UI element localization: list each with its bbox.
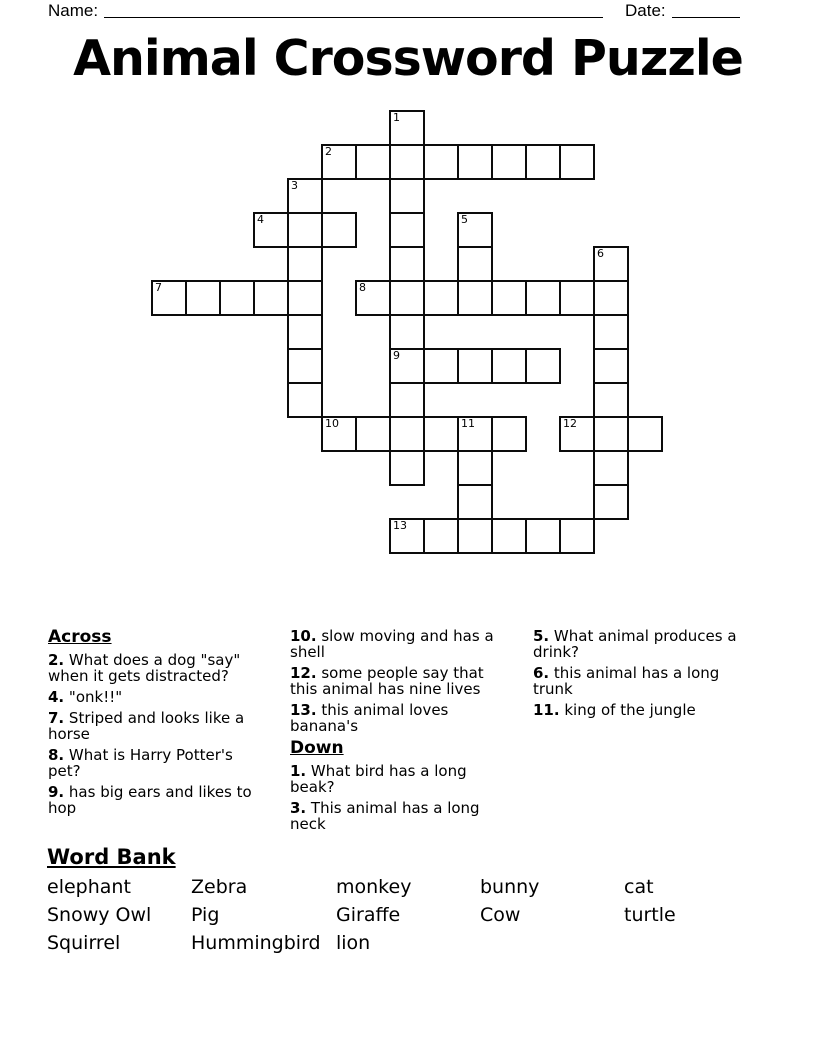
cell-number: 8 [359,281,366,294]
word-bank-heading: Word Bank [47,845,176,869]
grid-cell[interactable] [423,348,459,384]
grid-cell[interactable] [491,416,527,452]
word-bank-item: Snowy Owl [47,904,152,926]
clue-text: this animal loves banana's [290,701,449,735]
grid-cell[interactable] [423,518,459,554]
clue-section-heading: Across [48,627,112,647]
clue-number: 2. [48,651,65,669]
grid-cell[interactable] [457,450,493,486]
grid-cell[interactable] [457,280,493,316]
word-bank-item: cat [624,876,654,898]
word-bank-item: monkey [336,876,412,898]
grid-cell[interactable] [593,280,629,316]
grid-cell[interactable] [287,178,323,214]
clue-text: has big ears and likes to hop [48,783,252,817]
word-bank-empty-slot [624,930,767,957]
name-label: Name: [48,1,99,20]
grid-cell[interactable] [287,246,323,282]
clue-item [48,747,268,779]
grid-cell[interactable] [287,382,323,418]
clue-item [290,800,515,832]
grid-cell[interactable] [355,280,391,316]
cell-number: 6 [597,247,604,260]
clue-number: 8. [48,746,65,764]
grid-cell[interactable] [457,212,493,248]
cell-number: 2 [325,145,332,158]
grid-cell[interactable] [593,382,629,418]
clue-number: 3. [290,799,307,817]
clue-item [48,784,268,816]
word-bank-item: turtle [624,904,676,926]
clue-number: 10. [290,627,317,645]
grid-cell[interactable] [355,416,391,452]
clue-text: This animal has a long neck [290,799,480,833]
cell-number: 9 [393,349,400,362]
clue-text: slow moving and has a shell [290,627,494,661]
word-bank-item: Squirrel [47,932,121,954]
grid-cell[interactable] [525,144,561,180]
clue-number: 5. [533,627,550,645]
clue-item [290,665,515,697]
grid-cell[interactable] [389,280,425,316]
grid-cell[interactable] [423,144,459,180]
grid-cell[interactable] [253,212,289,248]
grid-cell[interactable] [491,280,527,316]
clue-text: What does a dog "say" when it gets distracted? [48,651,241,685]
word-bank-item: Giraffe [336,904,401,926]
word-bank-item: elephant [47,876,131,898]
clue-number: 7. [48,709,65,727]
crossword-grid [151,110,665,556]
grid-cell[interactable] [389,314,425,350]
grid-cell[interactable] [287,212,323,248]
cell-number: 3 [291,179,298,192]
clue-item [290,628,515,660]
grid-cell[interactable] [389,382,425,418]
clue-text: king of the jungle [564,701,696,719]
grid-cell[interactable] [593,348,629,384]
grid-cell[interactable] [627,416,663,452]
grid-cell[interactable] [457,348,493,384]
grid-cell[interactable] [525,348,561,384]
clue-section-heading: Down [290,738,344,758]
page-title: Animal Crossword Puzzle [73,30,743,87]
grid-cell[interactable] [593,314,629,350]
grid-cell[interactable] [389,416,425,452]
clue-item [533,628,740,660]
grid-cell[interactable] [389,212,425,248]
clue-number: 11. [533,701,560,719]
clue-number: 4. [48,688,65,706]
grid-cell[interactable] [423,280,459,316]
clue-text: "onk!!" [68,688,123,706]
clue-column-across [48,628,268,821]
cell-number: 12 [563,417,577,430]
clue-item [533,702,740,718]
clue-number: 6. [533,664,550,682]
grid-cell[interactable] [219,280,255,316]
grid-cell[interactable] [593,246,629,282]
clue-text: What animal produces a drink? [533,627,737,661]
cell-number: 4 [257,213,264,226]
grid-cell[interactable] [457,416,493,452]
grid-cell[interactable] [559,280,595,316]
grid-cell[interactable] [253,280,289,316]
grid-cell[interactable] [491,348,527,384]
grid-cell[interactable] [389,144,425,180]
date-label: Date: [625,1,666,20]
clue-item [290,763,515,795]
grid-cell[interactable] [559,518,595,554]
word-bank-empty-slot [480,930,624,957]
cell-number: 10 [325,417,339,430]
cell-number: 5 [461,213,468,226]
clue-text: Striped and looks like a horse [48,709,245,743]
grid-cell[interactable] [389,110,425,146]
grid-cell[interactable] [287,348,323,384]
clue-number: 9. [48,783,65,801]
grid-cell[interactable] [457,484,493,520]
clue-item [48,652,268,684]
clue-text: this animal has a long trunk [533,664,720,698]
grid-cell[interactable] [457,518,493,554]
grid-cell[interactable] [559,416,595,452]
grid-cell[interactable] [389,450,425,486]
grid-cell[interactable] [525,518,561,554]
grid-cell[interactable] [151,280,187,316]
word-bank-item: bunny [480,876,540,898]
word-bank-item: Pig [191,904,220,926]
grid-cell[interactable] [287,314,323,350]
clue-number: 13. [290,701,317,719]
clue-text: What bird has a long beak? [290,762,467,796]
grid-cell[interactable] [457,144,493,180]
grid-cell[interactable] [593,416,629,452]
word-bank-grid [47,874,767,957]
grid-cell[interactable] [355,144,391,180]
word-bank-item: lion [336,932,371,954]
name-input-line[interactable] [104,0,603,18]
grid-cell[interactable] [491,144,527,180]
grid-cell[interactable] [593,450,629,486]
grid-cell[interactable] [287,280,323,316]
grid-cell[interactable] [321,416,357,452]
grid-cell[interactable] [389,178,425,214]
clue-item [48,710,268,742]
clue-item [290,702,515,734]
date-input-line[interactable] [672,0,740,18]
cell-number: 11 [461,417,475,430]
clue-item [533,665,740,697]
grid-cell[interactable] [389,518,425,554]
clue-text: What is Harry Potter's pet? [48,746,233,780]
clue-item [48,689,268,705]
grid-cell[interactable] [457,246,493,282]
grid-cell[interactable] [559,144,595,180]
clue-text: some people say that this animal has nine lives [290,664,484,698]
grid-cell[interactable] [423,416,459,452]
clue-number: 1. [290,762,307,780]
grid-cell[interactable] [321,212,357,248]
cell-number: 7 [155,281,162,294]
clue-column-down [533,628,740,723]
grid-cell[interactable] [491,518,527,554]
clue-number: 12. [290,664,317,682]
clue-column-middle [290,628,515,837]
word-bank-item: Cow [480,904,521,926]
grid-cell[interactable] [389,246,425,282]
grid-cell[interactable] [185,280,221,316]
grid-cell[interactable] [321,144,357,180]
grid-cell[interactable] [389,348,425,384]
word-bank-item: Hummingbird [191,932,321,954]
grid-cell[interactable] [525,280,561,316]
word-bank-item: Zebra [191,876,248,898]
grid-cell[interactable] [593,484,629,520]
cell-number: 13 [393,519,407,532]
cell-number: 1 [393,111,400,124]
